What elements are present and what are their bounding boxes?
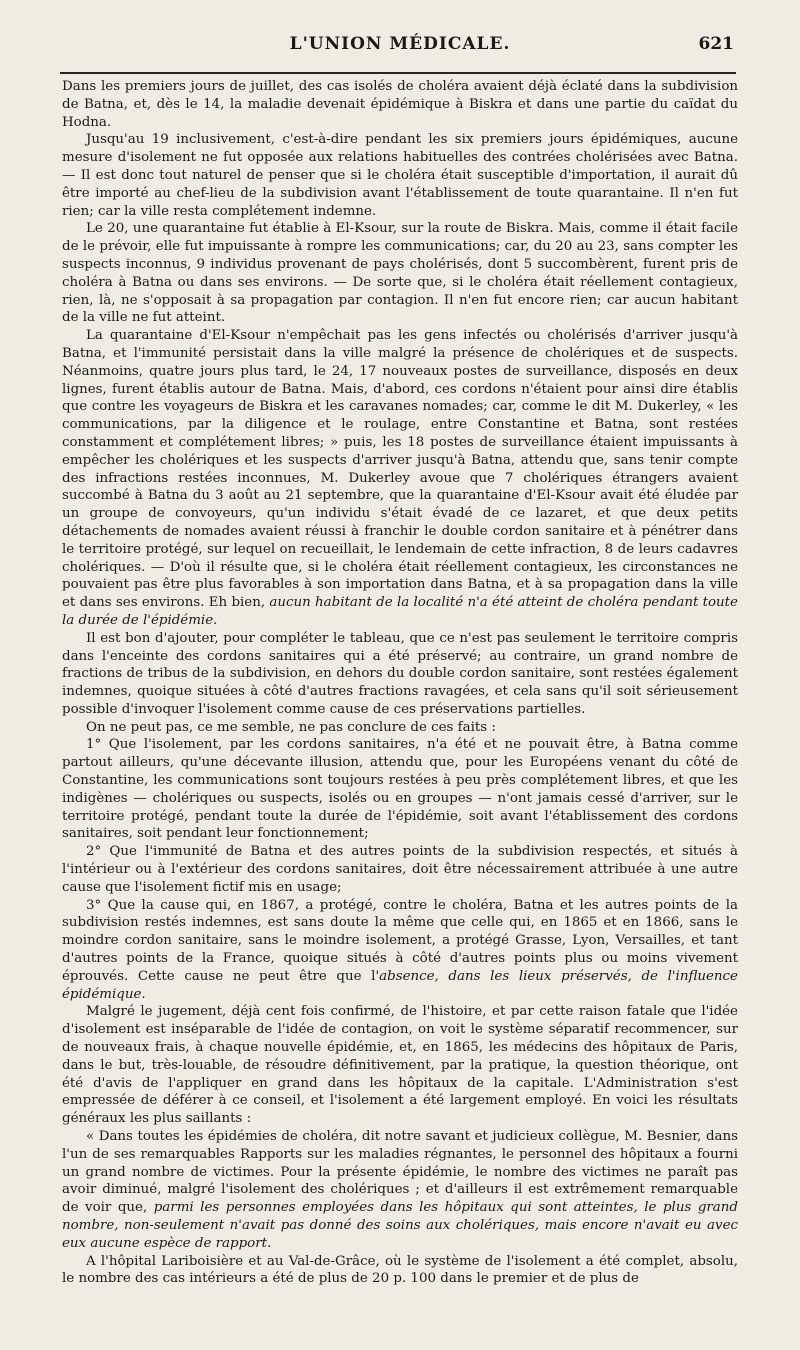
paragraph-7 bbox=[62, 736, 738, 843]
header-rule bbox=[60, 72, 736, 74]
paragraph-11 bbox=[62, 1128, 738, 1253]
paragraph-4 bbox=[62, 327, 738, 630]
paragraph-2 bbox=[62, 131, 738, 220]
page-number: 621 bbox=[698, 34, 734, 54]
paragraph-7-text: 1° Que l'isolement, par les cordons sanitaires, n'a été et ne pouvait être, à Batna comme partout ailleurs, qu'une décevante illusion, attendu que, pour les Européens venant du côté de Constantine, les communications sont toujours restées à peu près complétement libres, et que les indigènes — cholériques ou suspects, isolés ou en groupes — n'ont jamais cessé d'arriver, sur le territoire protégé, pendant toute la durée de l'épidémie, soit avant l'établissement des cordons sanitaires, soit pendant leur fonctionnement; bbox=[62, 737, 738, 842]
paragraph-12-text: A l'hôpital Lariboisière et au Val-de-Grâce, où le système de l'isolement a été complet, absolu, le nombre des cas intérieurs a été de plus de 20 p. 100 dans le premier et de plus de bbox=[62, 1253, 738, 1287]
paragraph-2-text: Jusqu'au 19 inclusivement, c'est-à-dire pendant les six premiers jours épidémiques, aucune mesure d'isolement ne fut opposée aux relations habituelles des contrées cholérisées avec Batna. — Il est donc tout naturel de penser que si le choléra était susceptible d'importation, il aurait dû être importé au chef-lieu de la subdivision avant l'établissement de toute quarantaine. Il n'en fut rien; car la ville resta complétement indemne. bbox=[62, 132, 738, 219]
page-header bbox=[0, 34, 800, 64]
paragraph-3-text: Le 20, une quarantaine fut établie à El-Ksour, sur la route de Biskra. Mais, comme il était facile de le prévoir, elle fut impuissante à rompre les communications; car, du 20 au 23, sans compter les suspects inconnus, 9 individus provenant de pays cholérisés, dont 5 succombèrent, furent pris de choléra à Batna ou dans ses environs. — De sorte que, si le choléra était réellement contagieux, rien, là, ne s'opposait à sa propagation par contagion. Il n'en fut encore rien; car aucun habitant de la ville ne fut atteint. bbox=[62, 221, 738, 326]
paragraph-8-text: 2° Que l'immunité de Batna et des autres points de la subdivision respectés, et situés à l'intérieur ou à l'extérieur des cordons sanitaires, doit être nécessairement attribuée à une autre cause que l'isolement fictif mis en usage; bbox=[62, 844, 738, 895]
paragraph-8 bbox=[62, 843, 738, 896]
paragraph-12 bbox=[62, 1253, 738, 1289]
paragraph-1-text: Dans les premiers jours de juillet, des cas isolés de choléra avaient déjà éclaté dans la subdivision de Batna, et, dès le 14, la maladie devenait épidémique à Biskra et dans une partie du caïdat du Hodna. bbox=[62, 79, 738, 130]
paragraph-1 bbox=[62, 78, 738, 131]
paragraph-4-text: La quarantaine d'El-Ksour n'empêchait pas les gens infectés ou cholérisés d'arriver jusqu'à Batna, et l'immunité persistait dans la ville malgré la présence de cholériques et de suspects. Néanmoins, quatre jours plus tard, le 24, 17 nouveaux postes de surveillance, disposés en deux lignes, furent établis autour de Batna. Mais, d'abord, ces cordons n'étaient pour ainsi dire établis que contre les voyageurs de Biskra et les caravanes nomades; car, comme le dit M. Dukerley, « les communications, par la diligence et le roulage, entre Constantine et Batna, sont restées constamment et complétement libres; » puis, les 18 postes de surveillance étaient impuissants à empêcher les cholériques et les suspects d'arriver jusqu'à Batna, attendu que, sans tenir compte des infractions restées inconnues, M. Dukerley avoue que 7 cholériques étrangers avaient succombé à Batna du 3 août au 21 septembre, que la quarantaine d'El-Ksour avait été éludée par un groupe de convoyeurs, qu'un individu s'était évadé de ce lazaret, et que deux petits détachements de nomades avaient réussi à franchir le double cordon sanitaire et à pénétrer dans le territoire protégé, sur lequel on recueillait, le lendemain de cette infraction, 8 de leurs cadavres cholériques. — D'où il résulte que, si le choléra était réellement contagieux, les circonstances ne pouvaient pas être plus favorables à son importation dans Batna, et à sa propagation dans la ville et dans ses environs. Eh bien, bbox=[62, 328, 738, 611]
paragraph-5-text: Il est bon d'ajouter, pour compléter le tableau, que ce n'est pas seulement le territoire compris dans l'enceinte des cordons sanitaires qui a été préservé; au contraire, un grand nombre de fractions de tribus de la subdivision, en dehors du double cordon sanitaire, sont restées également indemnes, quoique situées à côté d'autres fractions ravagées, et cela sans qu'il soit sérieusement possible d'invoquer l'isolement comme cause de ces préservations partielles. bbox=[62, 630, 738, 717]
paragraph-9-emphasis: absence, dans les lieux préservés, de l'influence épidémique. bbox=[62, 968, 738, 1002]
paragraph-9-text: 3° Que la cause qui, en 1867, a protégé, contre le choléra, Batna et les autres points de la subdivision restés indemnes, est sans doute la même que celle qui, en 1865 et en 1866, sans le moindre cordon sanitaire, sans le moindre isolement, a protégé Grasse, Lyon, Versailles, et tant d'autres points de la France, quoique situés à côté d'autres points plus ou moins vivement éprouvés. Cette cause ne peut être que l' bbox=[62, 897, 738, 984]
paragraph-10 bbox=[62, 1003, 738, 1128]
running-title: L'UNION MÉDICALE. bbox=[289, 34, 511, 54]
paragraph-11-text: « Dans toutes les épidémies de choléra, dit notre savant et judicieux collègue, M. Besnier, dans l'un de ses remarquables Rapports sur les maladies régnantes, le personnel des hôpitaux a fourni un grand nombre de victimes. Pour la présente épidémie, le nombre des victimes ne paraît pas avoir diminué, malgré l'isolement des cholériques ; et d'ailleurs il est extrêmement remarquable de voir que, bbox=[62, 1129, 738, 1216]
body-text bbox=[62, 78, 738, 1288]
paragraph-11-emphasis: parmi les personnes employées dans les hôpitaux qui sont atteintes, le plus grand nombre, non-seulement n'avait pas donné des soins aux cholériques, mais encore n'avait eu avec eux aucune espèce de rapport. bbox=[62, 1200, 738, 1251]
paragraph-5 bbox=[62, 630, 738, 719]
paragraph-10-text: Malgré le jugement, déjà cent fois confirmé, de l'histoire, et par cette raison fatale que l'idée d'isolement est inséparable de l'idée de contagion, on voit le système séparatif recommencer, sur de nouveaux frais, à chaque nouvelle épidémie, et, en 1865, les médecins des hôpitaux de Paris, dans le but, très-louable, de résoudre définitivement, par la pratique, la question théorique, ont été d'avis de l'appliquer en grand dans les hôpitaux de la capitale. L'Administration s'est empressée de déférer à ce conseil, et l'isolement a été largement employé. En voici les résultats généraux les plus saillants : bbox=[62, 1004, 738, 1127]
paragraph-3 bbox=[62, 220, 738, 327]
paragraph-9 bbox=[62, 897, 738, 1004]
paragraph-6-text: On ne peut pas, ce me semble, ne pas conclure de ces faits : bbox=[86, 719, 496, 735]
paragraph-6 bbox=[62, 719, 738, 737]
paragraph-4-emphasis: aucun habitant de la localité n'a été atteint de choléra pendant toute la durée de l'épidémie. bbox=[62, 595, 738, 628]
